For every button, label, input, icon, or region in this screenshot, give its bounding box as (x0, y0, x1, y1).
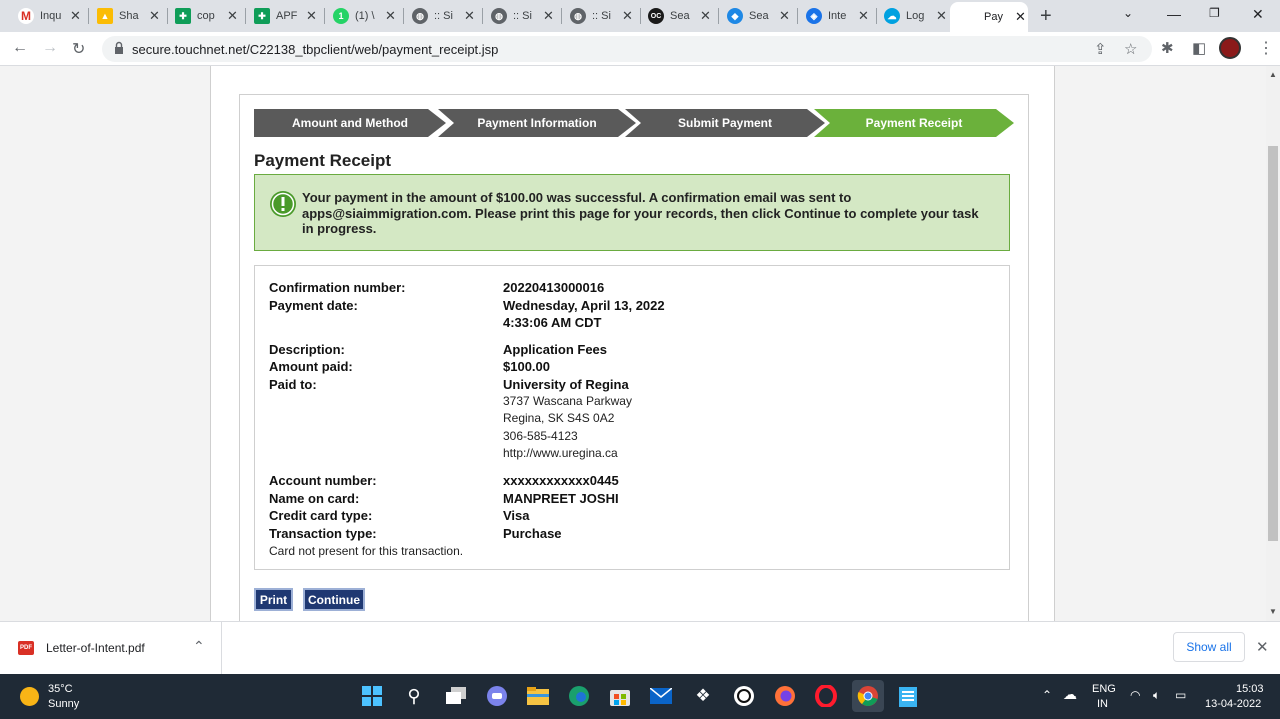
tab-separator (403, 8, 404, 24)
step-submit-payment (625, 109, 825, 137)
tab-separator (482, 8, 483, 24)
paid-to-phone: 306-585-4123 (503, 429, 578, 443)
address-bar[interactable] (102, 36, 1152, 62)
browser-tab[interactable] (491, 4, 554, 28)
payment-date-label: Payment date: (269, 298, 358, 313)
show-all-button[interactable]: Show all (1173, 632, 1245, 662)
amount-paid-value: $100.00 (503, 359, 550, 374)
tab-label: APF (276, 10, 298, 22)
battery-icon[interactable]: ▭ (1175, 688, 1187, 702)
tab-label: :: Si (592, 10, 611, 22)
tab-label: Inte (828, 10, 847, 22)
openai-icon[interactable] (732, 684, 756, 708)
scroll-down-arrow-icon[interactable]: ▼ (1269, 607, 1277, 616)
close-tab-icon[interactable]: ✕ (227, 8, 238, 23)
card-type-value: Visa (503, 508, 530, 523)
receipt-details (254, 265, 1010, 570)
paid-to-label: Paid to: (269, 377, 317, 392)
lock-icon (114, 41, 124, 55)
confirmation-number-value: 20220413000016 (503, 280, 605, 295)
shield-icon: ◈ (806, 8, 822, 24)
success-message-text: Your payment in the amount of $100.00 was successful. A confirmation email was sent to apps@siaimmigration.com. Please print this page for your records, then click Continue to complete your task in progress. (302, 190, 979, 236)
notepad-icon[interactable] (896, 684, 920, 708)
transaction-type-label: Transaction type: (269, 526, 377, 541)
salesforce-cloud-icon: ☁ (884, 8, 900, 24)
tab-label: Inqu (40, 10, 62, 22)
tab-label: (1) \ (355, 10, 375, 22)
reload-icon[interactable]: ↻ (72, 41, 86, 58)
gmail-icon: M (18, 8, 34, 24)
name-on-card-value: MANPREET JOSHI (503, 491, 619, 506)
close-tab-icon[interactable]: ✕ (385, 8, 396, 23)
amount-paid-label: Amount paid: (269, 359, 353, 374)
tab-separator (88, 8, 89, 24)
windows-start-icon[interactable] (360, 684, 384, 708)
sun-icon[interactable] (20, 687, 39, 706)
transaction-type-value: Purchase (503, 526, 562, 541)
language-indicator[interactable]: ENG (1092, 683, 1116, 695)
close-tab-icon[interactable]: ✕ (70, 8, 81, 23)
dropbox-icon[interactable]: ❖ (695, 686, 711, 705)
account-number-value: xxxxxxxxxxxx0445 (503, 473, 619, 488)
firefox-icon[interactable] (773, 684, 797, 708)
step-label: Submit Payment (677, 116, 773, 130)
browser-tab[interactable] (884, 4, 947, 28)
card-type-label: Credit card type: (269, 508, 373, 523)
minimize-button[interactable]: — (1167, 6, 1181, 22)
scrollbar-thumb[interactable] (1268, 146, 1278, 541)
forward-arrow-icon[interactable]: → (42, 39, 58, 56)
close-tab-icon[interactable]: ✕ (464, 8, 475, 23)
profile-avatar[interactable] (1219, 37, 1241, 59)
menu-kebab-icon[interactable]: ⋮ (1258, 40, 1274, 57)
description-value: Application Fees (503, 342, 608, 357)
success-message-box (254, 174, 1010, 251)
tab-separator (561, 8, 562, 24)
tab-separator (876, 8, 877, 24)
weather-condition[interactable]: Sunny (48, 698, 80, 710)
scroll-up-arrow-icon[interactable]: ▲ (1269, 70, 1277, 79)
confirmation-number-label: Confirmation number: (269, 280, 406, 295)
close-window-button[interactable]: ✕ (1252, 6, 1264, 22)
browser-tab[interactable] (18, 4, 81, 28)
browser-tab[interactable] (570, 4, 633, 28)
step-label: Payment Information (477, 116, 597, 130)
tab-label: :: Si (513, 10, 532, 22)
wifi-icon[interactable]: ◠ (1130, 688, 1141, 702)
paid-to-name: University of Regina (503, 377, 629, 392)
url-text: secure.touchnet.net/C22138_tbpclient/web/payment_receipt.jsp (132, 42, 499, 57)
paid-to-address-line1: 3737 Wascana Parkway (503, 394, 632, 408)
tab-label: :: Si (434, 10, 453, 22)
side-panel-icon[interactable]: ◧ (1192, 40, 1207, 57)
oc-icon: OC (648, 8, 664, 24)
restore-button[interactable]: ❐ (1209, 6, 1220, 20)
browser-tab-active[interactable] (950, 2, 1028, 32)
close-tab-icon[interactable]: ✕ (858, 8, 869, 23)
continue-button[interactable]: Continue (303, 588, 365, 611)
file-explorer-icon[interactable] (526, 684, 550, 708)
google-sheets-icon: ✚ (254, 8, 270, 24)
clock-time[interactable]: 15:03 (1236, 683, 1264, 695)
tab-separator (245, 8, 246, 24)
page-column (210, 66, 1055, 621)
payment-time-value: 4:33:06 AM CDT (503, 315, 602, 330)
success-exclamation-icon (269, 190, 297, 218)
share-icon[interactable]: ⇪ (1094, 41, 1107, 58)
browser-tab[interactable] (806, 4, 869, 28)
tab-label: Log (906, 10, 925, 22)
region-indicator[interactable]: IN (1097, 698, 1108, 710)
clock-date[interactable]: 13-04-2022 (1205, 698, 1262, 710)
page-viewport (0, 66, 1266, 621)
step-label: Amount and Method (292, 116, 408, 130)
google-sheets-icon: ✚ (175, 8, 191, 24)
tab-label: Sha (119, 10, 139, 22)
browser-tab[interactable] (97, 4, 160, 28)
opera-icon[interactable] (814, 684, 838, 708)
browser-toolbar (0, 32, 1280, 66)
browser-tab[interactable] (333, 4, 396, 28)
close-tab-icon[interactable]: ✕ (543, 8, 554, 23)
step-payment-receipt (814, 109, 1014, 137)
step-payment-information (438, 109, 636, 137)
weather-temperature[interactable]: 35°C (48, 683, 73, 695)
tab-label: Sea (749, 10, 769, 22)
receipt-panel (239, 94, 1029, 621)
tab-label: Pay (984, 11, 1003, 23)
teams-chat-icon[interactable] (485, 684, 509, 708)
browser-tab[interactable] (412, 4, 475, 28)
globe-icon: ◍ (412, 8, 428, 24)
edge-browser-icon[interactable] (567, 684, 591, 708)
close-tab-icon[interactable]: ✕ (936, 8, 947, 23)
browser-tab[interactable] (175, 4, 238, 28)
vertical-scrollbar[interactable] (1266, 66, 1280, 621)
close-tab-icon[interactable]: ✕ (149, 8, 160, 23)
tab-separator (640, 8, 641, 24)
whatsapp-icon: 1 (333, 8, 349, 24)
globe-icon: ◍ (570, 8, 586, 24)
close-tab-icon[interactable]: ✕ (1014, 9, 1026, 24)
close-tab-icon[interactable]: ✕ (306, 8, 317, 23)
browser-tab[interactable] (254, 4, 317, 28)
browser-tab[interactable] (727, 4, 790, 28)
onedrive-cloud-icon[interactable]: ☁ (1063, 686, 1077, 702)
step-amount-and-method (254, 109, 446, 137)
google-drive-icon: ▲ (97, 8, 113, 24)
tab-label: Sea (670, 10, 690, 22)
tab-separator (324, 8, 325, 24)
description-label: Description: (269, 342, 345, 357)
payment-date-value: Wednesday, April 13, 2022 (503, 298, 665, 313)
search-icon[interactable]: ⚲ (407, 685, 421, 706)
extensions-puzzle-icon[interactable]: ✱ (1161, 40, 1174, 57)
browser-tab-strip (0, 0, 1280, 32)
card-not-present-note: Card not present for this transaction. (269, 544, 464, 558)
page-title: Payment Receipt (254, 151, 391, 170)
tab-separator (797, 8, 798, 24)
divider (221, 622, 222, 675)
tab-separator (167, 8, 168, 24)
graduation-icon: ◆ (727, 8, 743, 24)
close-tab-icon[interactable]: ✕ (622, 8, 633, 23)
chevron-up-icon[interactable]: ⌃ (193, 638, 205, 654)
name-on-card-label: Name on card: (269, 491, 360, 506)
back-arrow-icon[interactable]: ← (12, 39, 28, 56)
windows-taskbar (0, 674, 1280, 719)
pdf-file-icon: PDF (18, 641, 34, 655)
chevron-up-icon[interactable]: ⌃ (1042, 688, 1053, 702)
chrome-icon[interactable] (852, 680, 884, 712)
close-tab-icon[interactable]: ✕ (779, 8, 790, 23)
paid-to-website: http://www.uregina.ca (503, 446, 618, 460)
task-view-icon[interactable] (444, 684, 468, 708)
microsoft-store-icon[interactable] (608, 684, 632, 708)
account-number-label: Account number: (269, 473, 377, 488)
paid-to-address-line2: Regina, SK S4S 0A2 (503, 411, 615, 425)
print-button[interactable]: Print (254, 588, 293, 611)
step-label: Payment Receipt (865, 116, 963, 130)
speaker-icon[interactable]: 🔈︎ (1153, 688, 1161, 702)
mail-icon[interactable] (649, 684, 673, 708)
close-tab-icon[interactable]: ✕ (700, 8, 711, 23)
browser-tab[interactable] (648, 4, 711, 28)
download-bar (0, 621, 1280, 674)
new-tab-button[interactable]: + (1040, 5, 1052, 27)
globe-icon: ◍ (491, 8, 507, 24)
download-filename[interactable]: Letter-of-Intent.pdf (46, 641, 145, 655)
bookmark-star-icon[interactable]: ☆ (1124, 41, 1138, 58)
close-icon[interactable]: ✕ (1256, 639, 1269, 656)
tab-separator (718, 8, 719, 24)
tab-label: cop (197, 10, 215, 22)
tab-search-icon[interactable]: ⌄ (1123, 6, 1134, 20)
